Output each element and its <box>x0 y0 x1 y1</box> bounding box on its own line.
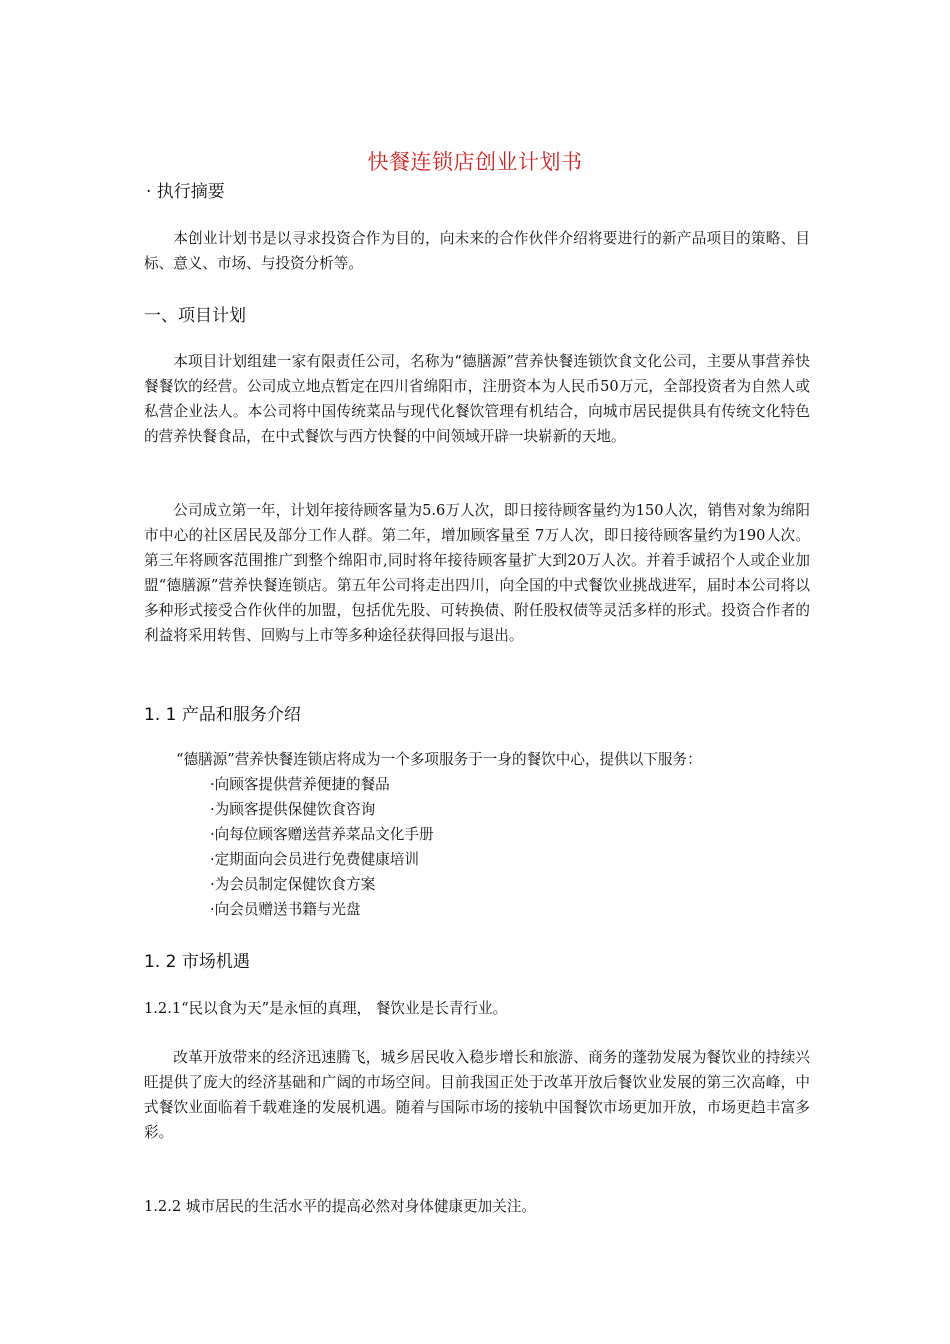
executive-summary-paragraph: 本创业计划书是以寻求投资合作为目的，向未来的合作伙伴介绍将要进行的新产品项目的策略、目标、意义、市场、与投资分析等。 <box>144 230 810 272</box>
products-services-heading: 1. 1 产品和服务介绍 <box>144 705 301 725</box>
project-plan-heading: 一、项目计划 <box>144 306 246 326</box>
subsection-1-2-1-title: 1.2.1“民以食为天”是永恒的真理， 餐饮业是长青行业。 <box>144 1000 508 1017</box>
services-list <box>210 772 434 922</box>
service-item: ·向顾客提供营养便捷的餐品 <box>210 776 390 793</box>
executive-summary-heading: · 执行摘要 <box>146 182 225 202</box>
subsection-1-2-2-title: 1.2.2 城市居民的生活水平的提高必然对身体健康更加关注。 <box>144 1198 537 1215</box>
project-plan-paragraph-2: 公司成立第一年，计划年接待顾客量为5.6万人次，即日接待顾客量约为150人次，销售对象为绵阳市中心的社区居民及部分工作人群。第二年，增加顾客量至 7万人次，即日接待顾客量约为190人次。第三年将顾客范围推广到整个绵阳市,同时将年接待顾客量扩大到20万人次。并着手诚招个人或企业加盟“德膳源”营养快餐连锁店。第五年公司将走出四川，向全国的中式餐饮业挑战进军，届时本公司将以多种形式接受合作伙伴的加盟，包括优先股、可转换债、附任股权债等灵活多样的形式。投资合作者的利益将采用转售、回购与上市等多种途径获得回报与退出。 <box>144 502 810 644</box>
service-item: ·定期面向会员进行免费健康培训 <box>210 851 419 868</box>
service-item: ·为顾客提供保健饮食咨询 <box>210 801 376 818</box>
service-item: ·向会员赠送书籍与光盘 <box>210 901 361 918</box>
document-title: 快餐连锁店创业计划书 <box>367 150 583 174</box>
service-item: ·向每位顾客赠送营养菜品文化手册 <box>210 826 434 843</box>
service-item: ·为会员制定保健饮食方案 <box>210 876 376 893</box>
project-plan-paragraph-1: 本项目计划组建一家有限责任公司，名称为“德膳源”营养快餐连锁饮食文化公司，主要从事营养快餐餐饮的经营。公司成立地点暂定在四川省绵阳市，注册资本为人民币50万元，全部投资者为自然人或私营企业法人。本公司将中国传统菜品与现代化餐饮管理有机结合，向城市居民提供具有传统文化特色的营养快餐食品，在中式餐饮与西方快餐的中间领域开辟一块崭新的天地。 <box>144 353 810 445</box>
market-opportunity-heading: 1. 2 市场机遇 <box>144 952 250 972</box>
subsection-1-2-1-paragraph: 改革开放带来的经济迅速腾飞，城乡居民收入稳步增长和旅游、商务的蓬勃发展为餐饮业的持续兴旺提供了庞大的经济基础和广阔的市场空间。目前我国正处于改革开放后餐饮业发展的第三次高峰，中式餐饮业面临着千载难逢的发展机遇。随着与国际市场的接轨中国餐饮市场更加开放，市场更趋丰富多彩。 <box>144 1049 810 1141</box>
products-services-intro: “德膳源”营养快餐连锁店将成为一个多项服务于一身的餐饮中心，提供以下服务： <box>176 751 702 768</box>
